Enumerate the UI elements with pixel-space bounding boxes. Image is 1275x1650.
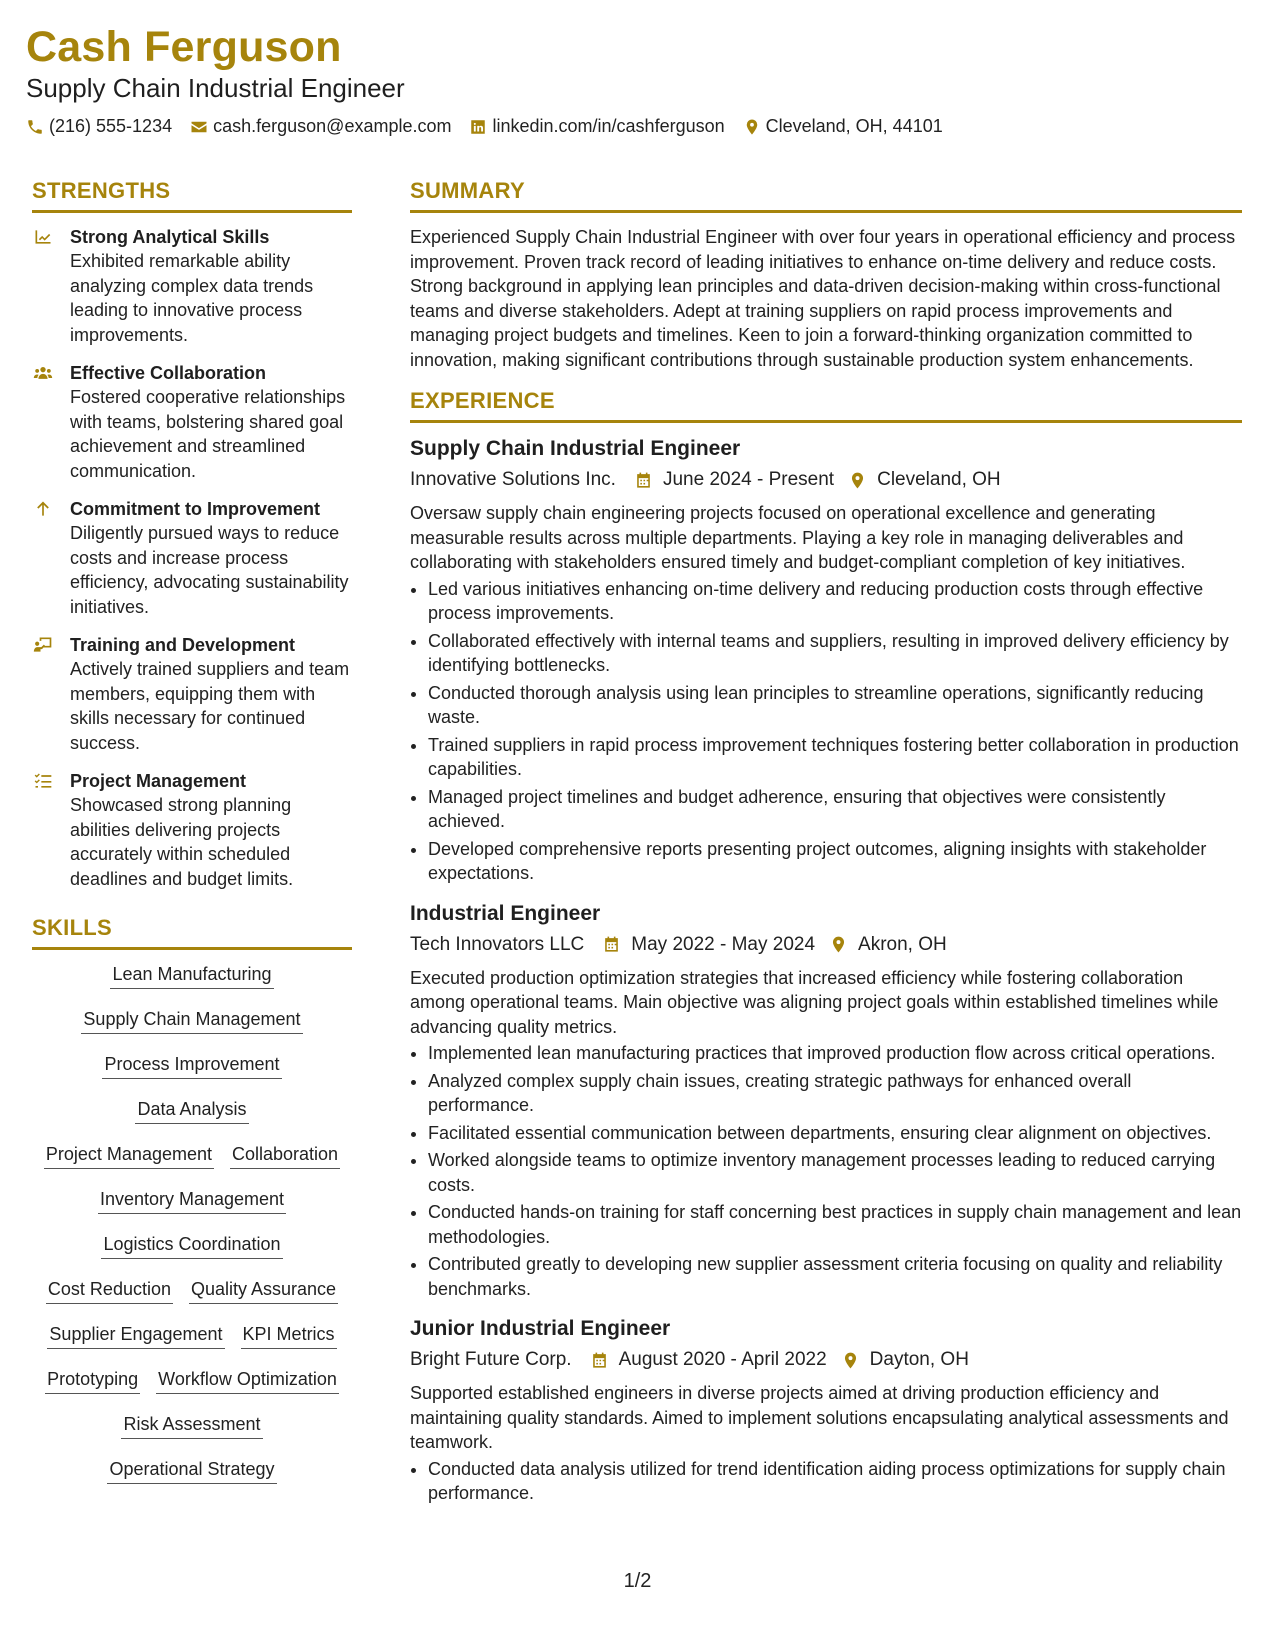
- bullet-item: • Conducted thorough analysis using lean principles to streamline operations, significantly reducing waste.: [428, 681, 1242, 730]
- strength-item: [32, 361, 352, 483]
- skill-tag: Collaboration: [230, 1142, 340, 1169]
- envelope-icon: [190, 118, 208, 136]
- contact-location: [743, 116, 943, 137]
- strength-desc: Exhibited remarkable ability analyzing complex data trends leading to innovative process improvements.: [70, 251, 314, 345]
- contact-linkedin[interactable]: [469, 116, 724, 137]
- job-bullets: [410, 1041, 1242, 1301]
- skill-tag: Process Improvement: [102, 1052, 281, 1079]
- job-location: Dayton, OH: [869, 1349, 969, 1370]
- summary-text: Experienced Supply Chain Industrial Engineer with over four years in operational efficiency and process improvement. Proven track record of leading initiatives to enhance on-time delivery and reduce costs. Strong background in applying lean principles and data-driven decision-making within cross-functional teams and diverse stakeholders. Adept at training suppliers on rapid process improvements and managing project budgets and timelines. Keen to join a forward-thinking organization committed to innovation, making significant contributions through sustainable production system enhancements.: [410, 227, 1236, 370]
- skill-tag: Prototyping: [45, 1367, 140, 1394]
- job-description: Supported established engineers in diverse projects aimed at driving production efficiency and maintaining quality standards. Aimed to implement solutions encapsulating analytical assessments and teamwork.: [410, 1383, 1229, 1452]
- job-title: Supply Chain Industrial Engineer: [410, 437, 741, 460]
- list-check-icon: [32, 771, 54, 791]
- job-meta: [410, 930, 1242, 960]
- bullet-item: • Contributed greatly to developing new supplier assessment criteria focusing on quality and reliability benchmarks.: [428, 1252, 1242, 1301]
- strength-title: Commitment to Improvement: [70, 499, 321, 519]
- page-number: 1/2: [623, 1570, 652, 1592]
- map-pin-icon: [848, 471, 867, 490]
- job-dates: June 2024 - Present: [662, 469, 835, 490]
- job-description: Executed production optimization strategies that increased efficiency while fostering collaboration among operational teams. Main objective was aligning project goals within established timelines while advancing quality metrics.: [410, 967, 1219, 1037]
- section-divider: [32, 947, 352, 950]
- linkedin-icon: [469, 118, 487, 136]
- candidate-title: Supply Chain Industrial Engineer: [26, 73, 405, 103]
- job-meta: [410, 465, 1242, 495]
- map-pin-icon: [743, 118, 761, 136]
- strength-desc: Showcased strong planning abilities delivering projects accurately within scheduled deadlines and budget limits.: [70, 795, 294, 889]
- skill-tag: Data Analysis: [135, 1097, 248, 1124]
- bullet-item: • Led various initiatives enhancing on-time delivery and reducing production costs through effective process improvements.: [428, 577, 1242, 626]
- calendar-icon: [602, 935, 621, 954]
- bullet-item: • Developed comprehensive reports presenting project outcomes, aligning insights with stakeholder expectations.: [428, 837, 1242, 886]
- map-pin-icon: [841, 1351, 860, 1370]
- job-description: Oversaw supply chain engineering projects focused on operational excellence and generating measurable results across multiple departments. Playing a key role in managing deliverables and collaborating with stakeholders ensured timely and budget-compliant completion of key initiatives.: [410, 503, 1186, 572]
- experience-heading: EXPERIENCE: [410, 388, 555, 413]
- skill-tag: Risk Assessment: [121, 1412, 262, 1439]
- skill-tag: Cost Reduction: [46, 1277, 173, 1304]
- skill-tag: Project Management: [44, 1142, 214, 1169]
- job-dates: May 2022 - May 2024: [631, 933, 816, 955]
- skill-tag: Quality Assurance: [189, 1277, 338, 1304]
- contact-email[interactable]: [190, 116, 451, 137]
- bullet-item: • Worked alongside teams to optimize inventory management processes leading to reduced carrying costs.: [428, 1148, 1242, 1197]
- job-title: Junior Industrial Engineer: [410, 1317, 671, 1340]
- bullet-item: • Collaborated effectively with internal teams and suppliers, resulting in improved delivery efficiency by identifying bottlenecks.: [428, 629, 1242, 678]
- users-icon: [32, 363, 54, 383]
- company-name: Innovative Solutions Inc.: [410, 469, 616, 490]
- calendar-icon: [634, 471, 653, 490]
- skill-tag: Logistics Coordination: [101, 1232, 282, 1259]
- strength-item: [32, 497, 352, 619]
- strength-title: Project Management: [70, 771, 247, 791]
- skills-list: [32, 962, 352, 1502]
- job-title: Industrial Engineer: [410, 901, 601, 925]
- phone-text: (216) 555-1234: [49, 116, 173, 136]
- skill-tag: Inventory Management: [98, 1187, 286, 1214]
- job-entry: [410, 435, 1242, 886]
- strength-title: Effective Collaboration: [70, 363, 267, 383]
- job-entry: [410, 1315, 1242, 1506]
- location-text: Cleveland, OH, 44101: [765, 116, 943, 136]
- strength-title: Strong Analytical Skills: [70, 227, 270, 247]
- job-location: Akron, OH: [858, 933, 947, 955]
- job-location: Cleveland, OH: [877, 469, 1001, 490]
- bullet-item: • Analyzed complex supply chain issues, creating strategic pathways for enhanced overall performance.: [428, 1069, 1242, 1118]
- contact-phone: [26, 116, 172, 137]
- bullet-item: • Implemented lean manufacturing practices that improved production flow across critical operations.: [428, 1041, 1242, 1066]
- section-divider: [410, 210, 1242, 213]
- calendar-icon: [590, 1351, 609, 1370]
- bullet-item: • Conducted data analysis utilized for trend identification aiding process optimizations for supply chain performance.: [428, 1457, 1242, 1506]
- left-column: [32, 176, 352, 1502]
- skill-tag: Supplier Engagement: [47, 1322, 224, 1349]
- skill-tag: Lean Manufacturing: [110, 962, 273, 989]
- strength-title: Training and Development: [70, 635, 296, 655]
- strength-desc: Fostered cooperative relationships with teams, bolstering shared goal achievement and streamlined communication.: [70, 387, 346, 481]
- strength-item: [32, 769, 352, 891]
- bullet-item: • Trained suppliers in rapid process improvement techniques fostering better collaboration in production capabilities.: [428, 733, 1242, 782]
- company-name: Tech Innovators LLC: [410, 933, 585, 955]
- linkedin-link[interactable]: linkedin.com/in/cashferguson: [492, 116, 725, 136]
- bullet-item: • Facilitated essential communication between departments, ensuring clear alignment on objectives.: [428, 1121, 1242, 1146]
- strength-desc: Diligently pursued ways to reduce costs and increase process efficiency, advocating sustainability initiatives.: [70, 523, 349, 617]
- right-column: [410, 176, 1242, 1520]
- job-bullets: [410, 1457, 1242, 1506]
- skill-tag: KPI Metrics: [241, 1322, 337, 1349]
- job-entry: [410, 900, 1242, 1302]
- contact-row: [26, 116, 1249, 137]
- resume-header: [26, 22, 1249, 137]
- company-name: Bright Future Corp.: [410, 1349, 572, 1370]
- skill-tag: Operational Strategy: [107, 1457, 276, 1484]
- section-divider: [32, 210, 352, 213]
- skill-tag: Supply Chain Management: [81, 1007, 302, 1034]
- summary-heading: SUMMARY: [410, 178, 525, 203]
- map-pin-icon: [829, 935, 848, 954]
- section-divider: [410, 420, 1242, 423]
- arrow-up-icon: [32, 499, 54, 519]
- job-bullets: [410, 577, 1242, 886]
- bullet-item: • Managed project timelines and budget adherence, ensuring that objectives were consistently achieved.: [428, 785, 1242, 834]
- strength-item: [32, 633, 352, 755]
- chalkboard-teacher-icon: [32, 635, 54, 655]
- chart-line-icon: [32, 227, 54, 247]
- job-meta: [410, 1345, 1242, 1375]
- strength-item: [32, 225, 352, 347]
- job-dates: August 2020 - April 2022: [618, 1349, 827, 1370]
- skills-heading: SKILLS: [32, 915, 113, 940]
- candidate-name: Cash Ferguson: [26, 23, 342, 71]
- skill-tag: Workflow Optimization: [156, 1367, 339, 1394]
- phone-icon: [26, 118, 44, 136]
- email-link[interactable]: cash.ferguson@example.com: [213, 116, 452, 136]
- bullet-item: • Conducted hands-on training for staff concerning best practices in supply chain management and lean methodologies.: [428, 1200, 1242, 1249]
- strengths-heading: STRENGTHS: [32, 178, 171, 203]
- strength-desc: Actively trained suppliers and team members, equipping them with skills necessary for continued success.: [70, 659, 350, 753]
